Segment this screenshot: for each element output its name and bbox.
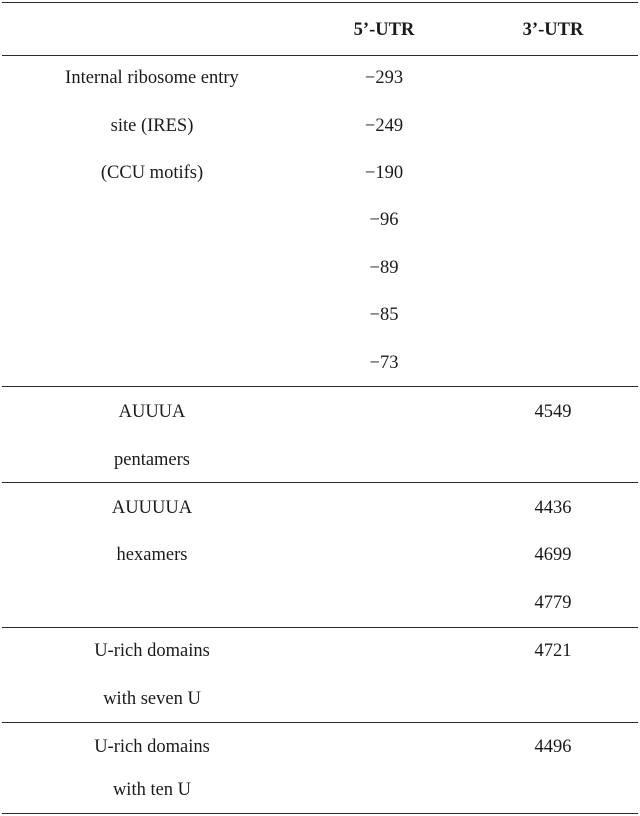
row-3utr-value [490, 675, 616, 723]
row-3utr-value [490, 436, 616, 484]
row-3utr-value: 4496 [534, 737, 572, 757]
row-label: hexamers [116, 545, 188, 565]
row-label [20, 196, 284, 244]
row-3utr-value: 4549 [534, 402, 572, 422]
row-3utr-value [490, 766, 616, 814]
header-5utr-column: 5’-UTR [353, 20, 415, 40]
row-3utr-value: 4699 [534, 545, 572, 565]
row-5utr-value [320, 675, 448, 723]
row-label: (CCU motifs) [100, 163, 204, 183]
row-5utr-value: −73 [369, 353, 399, 373]
row-5utr-value: −293 [364, 68, 404, 88]
table-top-rule [2, 2, 638, 3]
row-5utr-value: −190 [364, 163, 404, 183]
row-5utr-value [320, 436, 448, 484]
row-label [20, 244, 284, 292]
row-5utr-value: −96 [369, 210, 399, 230]
row-5utr-value: −89 [369, 258, 399, 278]
row-3utr-value [490, 149, 616, 197]
row-label: AUUUUA [111, 498, 193, 518]
header-label-column [20, 6, 284, 54]
row-3utr-value [490, 196, 616, 244]
row-3utr-value [490, 339, 616, 387]
row-5utr-value [320, 766, 448, 814]
row-5utr-value: −249 [364, 116, 404, 136]
row-5utr-value [320, 531, 448, 579]
row-label: site (IRES) [110, 116, 194, 136]
row-3utr-value [490, 244, 616, 292]
row-5utr-value [320, 723, 448, 771]
row-5utr-value: −85 [369, 305, 399, 325]
row-3utr-value: 4721 [534, 641, 572, 661]
row-3utr-value [490, 291, 616, 339]
row-3utr-value [490, 54, 616, 102]
row-label: Internal ribosome entry [65, 68, 239, 88]
row-label [20, 291, 284, 339]
row-label: U-rich domains [94, 737, 210, 757]
row-3utr-value [490, 102, 616, 150]
row-5utr-value [320, 579, 448, 627]
row-label [20, 339, 284, 387]
row-label: with seven U [103, 689, 201, 709]
header-3utr-column: 3’-UTR [522, 20, 584, 40]
row-label: with ten U [112, 780, 192, 800]
row-3utr-value: 4779 [534, 593, 572, 613]
row-label: AUUUA [118, 402, 186, 422]
row-5utr-value [320, 627, 448, 675]
row-label: U-rich domains [94, 641, 210, 661]
row-label: pentamers [113, 450, 191, 470]
row-5utr-value [320, 388, 448, 436]
row-3utr-value: 4436 [534, 498, 572, 518]
row-label [20, 579, 284, 627]
row-5utr-value [320, 484, 448, 532]
